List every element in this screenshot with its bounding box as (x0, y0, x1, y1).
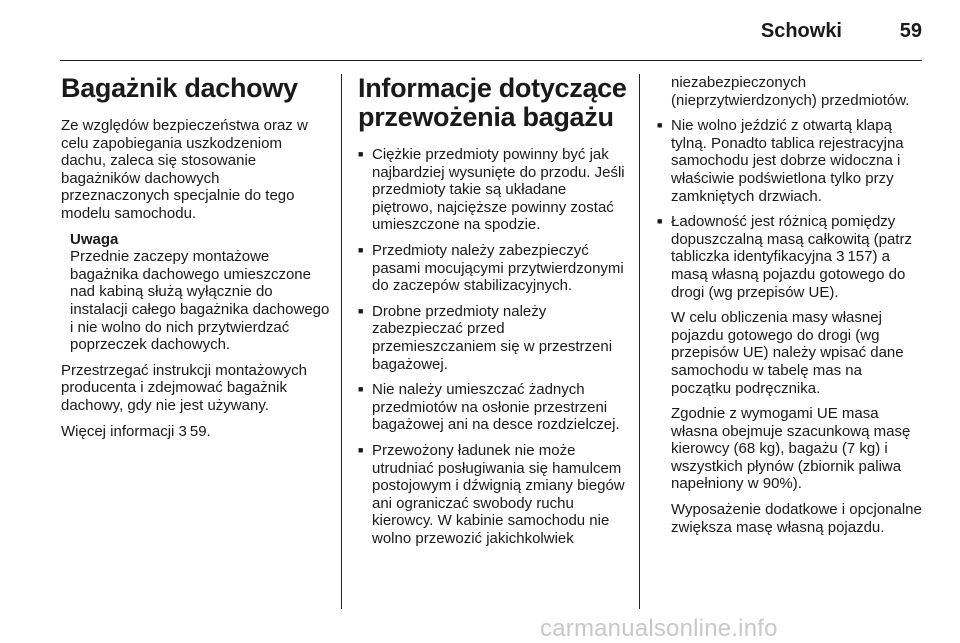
list-item-payload (657, 213, 925, 301)
column-luggage-info (358, 74, 630, 555)
column-continued (657, 74, 925, 544)
payload-text-ref: 157) a masą własną pojazdu gotowego do drogi (wg przepisów UE). (671, 248, 906, 301)
more-info-ref[interactable]: 59. (189, 422, 211, 440)
luggage-bullet-list (358, 146, 630, 547)
list-item: ■ Nie należy umieszczać żadnych przedmiotów na osłonie przestrzeni bagażowej ani na desce rozdzielczej. (358, 381, 630, 434)
note-title: Uwaga (70, 230, 119, 248)
paragraph-intro: Ze względów bezpieczeństwa oraz w celu zapobiegania uszkodzeniom dachu, zaleca się stosowanie bagażników dachowych przeznaczonych specjalnie do tego modelu samochodu. (61, 117, 308, 222)
page-reference-icon: 3 (836, 248, 845, 266)
list-item: ■ Nie wolno jeździć z otwartą klapą tylną. Ponadto tablica rejestracyjna samochodu jest dobrze widoczna i właściwie podświetlona tylko przy zamkniętych drzwiach. (657, 117, 925, 205)
payload-text: Ładowność jest różnicą pomiędzy dopuszczalną masą całkowitą (patrz tabliczka identyfikacyjna (671, 213, 912, 266)
column-divider (639, 74, 640, 609)
heading-luggage-info: Informacje dotyczące przewożenia bagażu (358, 73, 627, 132)
continued-bullet-list (657, 117, 925, 301)
heading-roof-rack: Bagażnik dachowy (61, 73, 298, 103)
paragraph-equipment: Wyposażenie dodatkowe i opcjonalne zwiększa masę własną pojazdu. (671, 501, 922, 536)
section-title: Schowki (760, 20, 842, 42)
list-item: ■ Przewożony ładunek nie może utrudniać posługiwania się hamulcem postojowym i dźwignią zmiany biegów ani ograniczać swobody ruchu kierowcy. W kabinie samochodu nie wolno przewozić jakichkolwiek (358, 442, 630, 548)
paragraph-instructions: Przestrzegać instrukcji montażowych producenta i zdejmować bagażnik dachowy, gdy nie jest używany. (61, 361, 307, 414)
list-item: ■ Ciężkie przedmioty powinny być jak najbardziej wysunięte do przodu. Jeśli przedmioty takie są układane piętrowo, najcięższe powinny zostać umieszczone na spodzie. (358, 146, 630, 234)
column-divider (341, 74, 342, 609)
paragraph-more-info (61, 423, 331, 441)
more-info-text: Więcej informacji (61, 422, 175, 440)
paragraph-eu-mass: Zgodnie z wymogami UE masa własna obejmuje szacunkową masę kierowcy (68 kg), bagażu (7 kg) i wszystkich płynów (zbiornik paliwa napełniony w 90%). (671, 405, 911, 493)
note-box (70, 231, 331, 354)
column-roof-rack (61, 74, 331, 448)
list-item: ■ Przedmioty należy zabezpieczyć pasami mocującymi przytwierdzonymi do zaczepów stabilizacyjnych. (358, 242, 630, 295)
page-header (60, 0, 922, 61)
page-reference-icon: 3 (178, 422, 187, 440)
note-text: Przednie zaczepy montażowe bagażnika dachowego umieszczone nad kabiną służą wyłącznie do instalacji całego bagażnika dachowego i nie wolno do nich przytwierdzać poprzeczek dachowych. (70, 248, 330, 354)
continuation-text: niezabezpieczonych (nieprzytwierdzonych) przedmiotów. (671, 74, 910, 109)
watermark: carmanualsonline.info (540, 615, 778, 642)
paragraph-mass-calc: W celu obliczenia masy własnej pojazdu gotowego do drogi (wg przepisów UE) należy wpisać dane samochodu w tabelę mas na początku podręcznika. (671, 309, 904, 397)
page-number: 59 (899, 20, 922, 42)
list-item: ■ Drobne przedmioty należy zabezpieczać przed przemieszczaniem się w przestrzeni bagażowej. (358, 303, 630, 373)
